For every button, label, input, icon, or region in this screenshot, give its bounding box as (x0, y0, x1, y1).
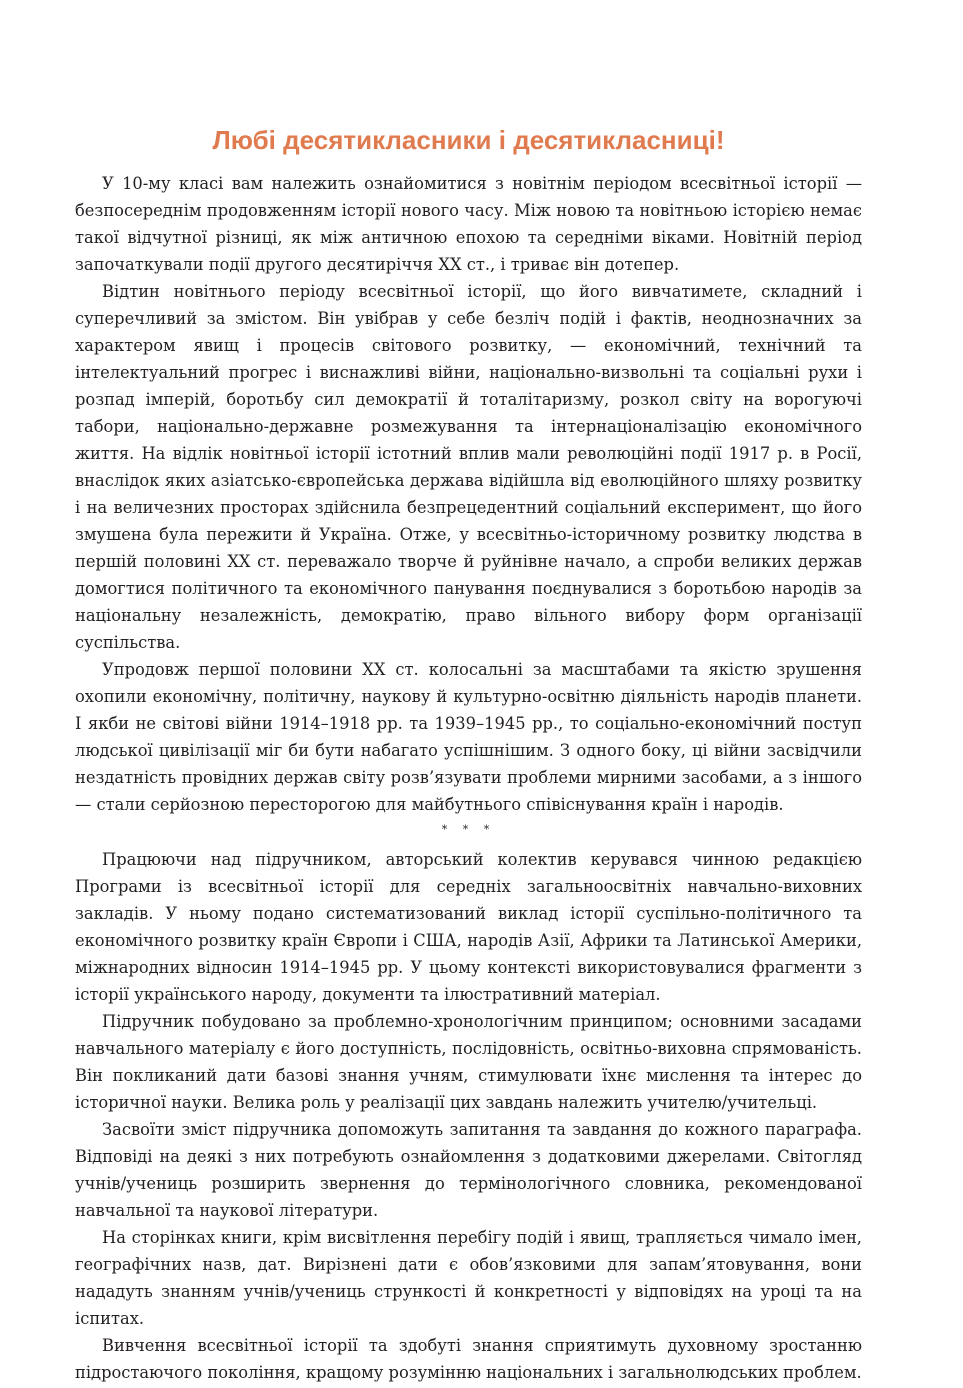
page-title: Любі десятикласники і десятикласниці! (212, 125, 725, 155)
paragraph-intro-2: Відтин новітнього періоду всесвітньої історії, що його вивчатимете, складний і суперечливий за змістом. Він увібрав у себе безліч подій і фактів, неоднозначних за характером явищ і процесів світового розвитку, — економічний, технічний та інтелектуальний прогрес і виснажливі війни, національно-визвольні та соціальні рухи і розпад імперій, боротьбу сил демократії й тоталітаризму, розкол світу на ворогуючі табори, національно-державне розмежування та інтернаціоналізацію економічного життя. На відлік новітньої історії істотний вплив мали революційні події 1917 р. в Росії, внаслідок яких азіатсько-європейська держава відійшла від еволюційного шляху розвитку і на величезних просторах здійснила безпрецедентний соціальний експеримент, що його змушена була пережити й Україна. Отже, у всесвітньо-історичному розвитку людства в першій половині XX ст. переважало творче й руйнівне начало, а спроби великих держав домогтися політичного та економічного панування поєднувалися з боротьбою народів за національну незалежність, демократію, право вільного вибору форм організації суспільства. (75, 282, 862, 652)
paragraph-intro-1: У 10-му класі вам належить ознайомитися з новітнім періодом всесвітньої історії — безпосереднім продовженням історії нового часу. Між новою та новітньою історією немає такої відчутної різниці, як між античною епохою та середніми віками. Новітній період започаткували події другого десятиріччя XX ст., і триває він дотепер. (75, 174, 862, 274)
section-separator: * * * (441, 823, 496, 836)
paragraph-main-3: Засвоїти зміст підручника допоможуть запитання та завдання до кожного параграфа. Відповіді на деякі з них потребують ознайомлення з додатковими джерелами. Світогляд учнів/учениць розширить звернення до термінологічного словника, рекомендованої навчальної та наукової літератури. (75, 1120, 862, 1220)
page-content (75, 124, 862, 1386)
paragraph-main-1: Працюючи над підручником, авторський колектив керувався чинною редакцією Програми із всесвітньої історії для середніх загальноосвітніх навчально-виховних закладів. У ньому подано систематизований виклад історії суспільно-політичного та економічного розвитку країн Європи і США, народів Азії, Африки та Латинської Америки, міжнародних відносин 1914–1945 рр. У цьому контексті використовувалися фрагменти з історії українського народу, документи та ілюстративний матеріал. (75, 850, 862, 1004)
paragraph-main-2: Підручник побудовано за проблемно-хронологічним принципом; основними засадами навчального матеріалу є його доступність, послідовність, освітньо-виховна спрямованість. Він покликаний дати базові знання учням, стимулювати їхнє мислення та інтерес до історичної науки. Велика роль у реалізації цих завдань належить учителю/учительці. (75, 1012, 862, 1112)
paragraph-main-5: Вивчення всесвітньої історії та здобуті знання сприятимуть духовному зростанню підростаючого покоління, кращому розумінню національних і загальнолюдських проблем. (75, 1336, 862, 1382)
paragraph-intro-3: Упродовж першої половини XX ст. колосальні за масштабами та якістю зрушення охопили економічну, політичну, наукову й культурно-освітню діяльність народів планети. І якби не світові війни 1914–1918 рр. та 1939–1945 рр., то соціально-економічний поступ людської цивілізації міг би бути набагато успішнішим. З одного боку, ці війни засвідчили нездатність провідних держав світу розв’язувати проблеми мирними засобами, а з іншого — стали серйозною пересторогою для майбутнього співіснування країн і народів. (75, 660, 862, 814)
paragraph-main-4: На сторінках книги, крім висвітлення перебігу подій і явищ, трапляється чимало імен, географічних назв, дат. Вирізнені дати є обов’язковими для запам’ятовування, вони нададуть знанням учнів/учениць стрункості й конкретності у відповідях на уроці та на іспитах. (75, 1228, 862, 1328)
